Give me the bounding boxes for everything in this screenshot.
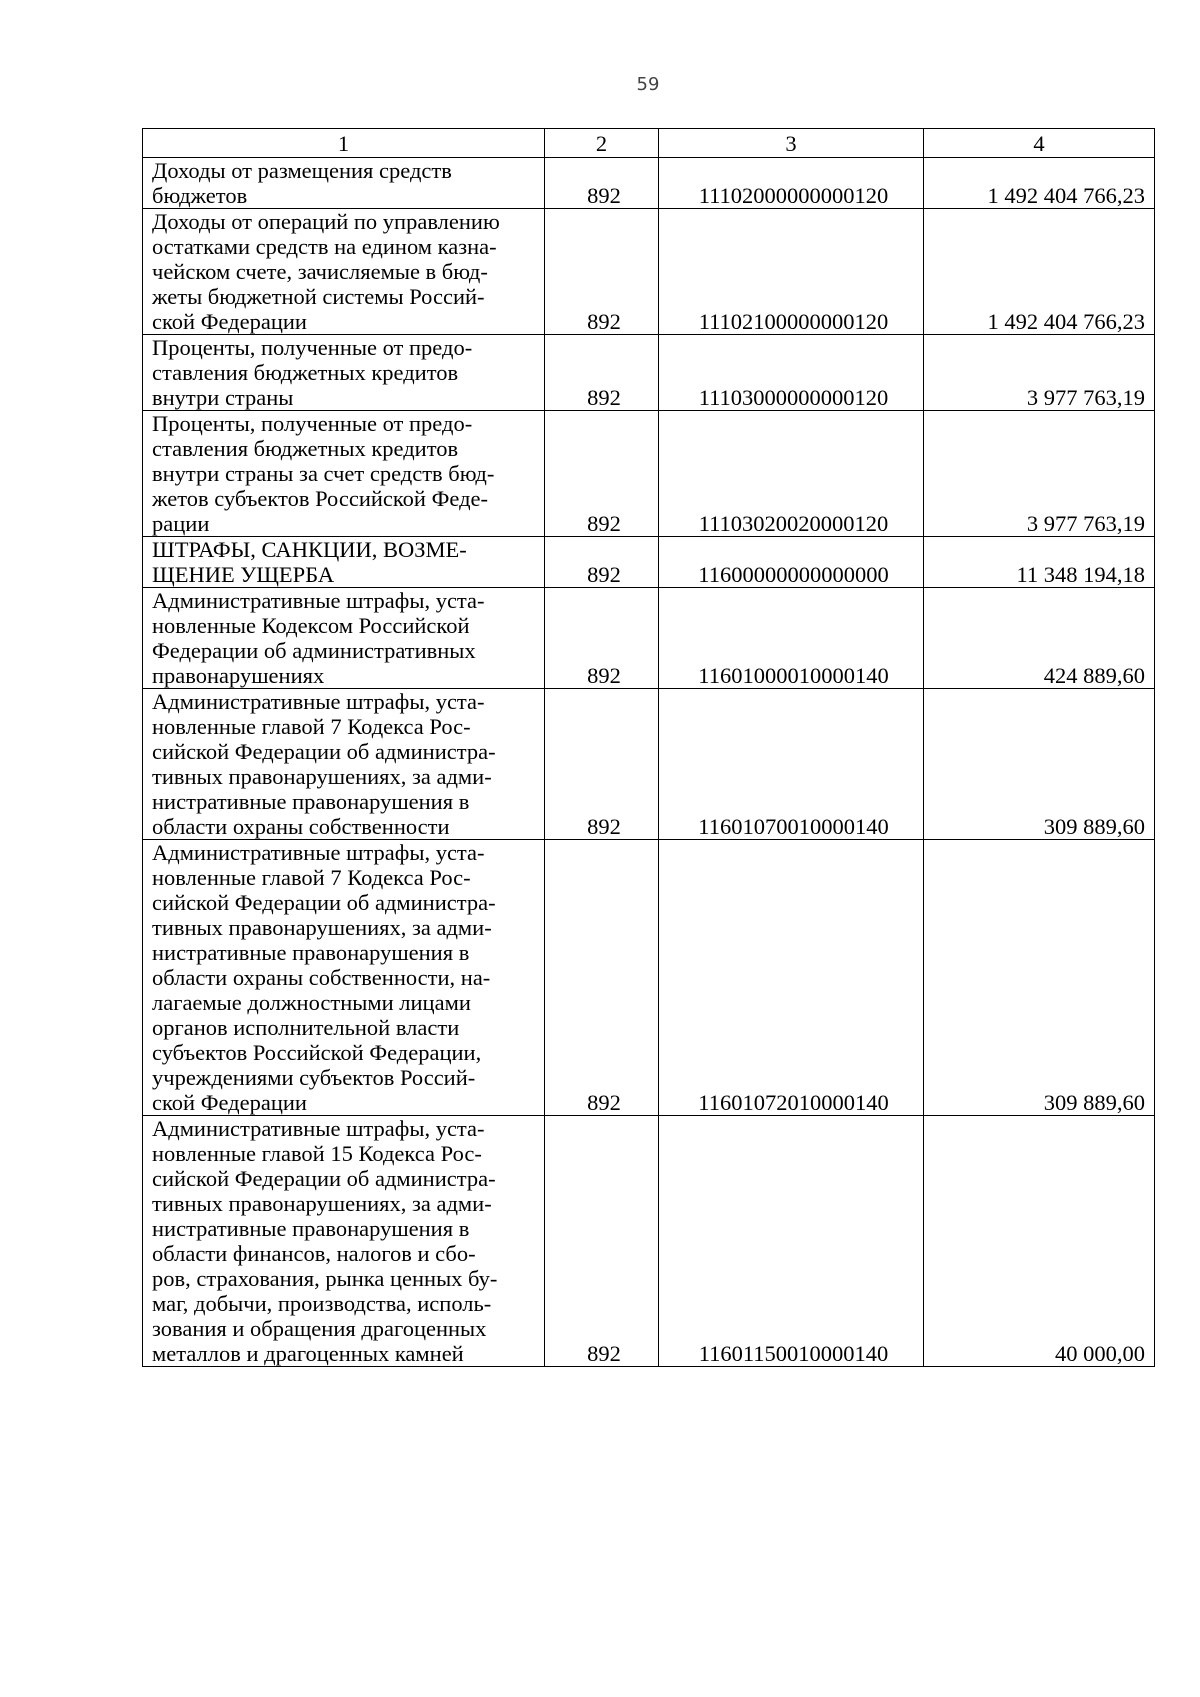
- header-col-1: 1: [143, 129, 545, 158]
- row-amount: 309 889,60: [924, 840, 1155, 1116]
- table-row: [143, 158, 1155, 209]
- row-amount: 1 492 404 766,23: [924, 158, 1155, 209]
- header-col-2: 2: [545, 129, 659, 158]
- row-classification-code: 11103000000000120: [659, 335, 924, 411]
- budget-revenue-table: [142, 128, 1155, 1367]
- row-name: ШТРАФЫ, САНКЦИИ, ВОЗМЕ- ЩЕНИЕ УЩЕРБА: [152, 537, 467, 587]
- row-classification-code: 11102100000000120: [659, 209, 924, 335]
- row-amount: 3 977 763,19: [924, 335, 1155, 411]
- row-classification-code: 11601070010000140: [659, 689, 924, 840]
- row-amount: 3 977 763,19: [924, 411, 1155, 537]
- row-admin-code: 892: [545, 411, 659, 537]
- page-number: 59: [636, 74, 660, 95]
- row-name-cell: [143, 335, 545, 411]
- row-name: Проценты, полученные от предо- ставления бюджетных кредитов внутри страны за счет средств бюд- жетов субъектов Российской Феде- рации: [152, 411, 495, 536]
- table-row: [143, 840, 1155, 1116]
- row-name: Административные штрафы, уста- новленные главой 7 Кодекса Рос- сийской Федерации об администра- тивных правонарушениях, за адми- нистративные правонарушения в области охраны собственности, на- лагаемые должностными лицами органов исполнительной власти субъектов Российской Федерации, учреждениями субъектов Россий- ской Федерации: [152, 840, 496, 1115]
- row-classification-code: 11600000000000000: [659, 537, 924, 588]
- row-name: Административные штрафы, уста- новленные Кодексом Российской Федерации об административных правонарушениях: [152, 588, 485, 688]
- table-row: [143, 1116, 1155, 1367]
- table-row: [143, 689, 1155, 840]
- row-classification-code: 11102000000000120: [659, 158, 924, 209]
- table-row: [143, 411, 1155, 537]
- row-name: Проценты, полученные от предо- ставления бюджетных кредитов внутри страны: [152, 335, 473, 410]
- row-admin-code: 892: [545, 158, 659, 209]
- row-amount: 11 348 194,18: [924, 537, 1155, 588]
- row-admin-code: 892: [545, 1116, 659, 1367]
- row-admin-code: 892: [545, 335, 659, 411]
- row-name-cell: [143, 588, 545, 689]
- row-name-cell: [143, 158, 545, 209]
- row-name: Административные штрафы, уста- новленные главой 15 Кодекса Рос- сийской Федерации об администра- тивных правонарушениях, за адми- нистративные правонарушения в области финансов, налогов и сбо- ров, страхования, рынка ценных бу- маг, добычи, производства, исполь- зования и обращения драгоценных металлов и драгоценных камней: [152, 1116, 498, 1366]
- row-classification-code: 11601072010000140: [659, 840, 924, 1116]
- header-col-3: 3: [659, 129, 924, 158]
- row-classification-code: 11601000010000140: [659, 588, 924, 689]
- row-admin-code: 892: [545, 840, 659, 1116]
- row-amount: 1 492 404 766,23: [924, 209, 1155, 335]
- row-name-cell: [143, 689, 545, 840]
- table-row: [143, 537, 1155, 588]
- row-name-cell: [143, 411, 545, 537]
- row-classification-code: 11601150010000140: [659, 1116, 924, 1367]
- header-row: [143, 129, 1155, 158]
- row-amount: 40 000,00: [924, 1116, 1155, 1367]
- row-name-cell: [143, 209, 545, 335]
- row-name-cell: [143, 840, 545, 1116]
- table-row: [143, 588, 1155, 689]
- table-body: [143, 129, 1155, 1367]
- header-col-4: 4: [924, 129, 1155, 158]
- row-name: Доходы от операций по управлению остатками средств на едином казна- чейском счете, зачисляемые в бюд- жеты бюджетной системы Россий- ской Федерации: [152, 209, 500, 334]
- row-name: Доходы от размещения средств бюджетов: [152, 158, 452, 208]
- row-name-cell: [143, 1116, 545, 1367]
- row-classification-code: 11103020020000120: [659, 411, 924, 537]
- table-row: [143, 209, 1155, 335]
- row-amount: 424 889,60: [924, 588, 1155, 689]
- row-admin-code: 892: [545, 537, 659, 588]
- row-name-cell: [143, 537, 545, 588]
- row-admin-code: 892: [545, 588, 659, 689]
- row-admin-code: 892: [545, 209, 659, 335]
- table-row: [143, 335, 1155, 411]
- row-admin-code: 892: [545, 689, 659, 840]
- row-name: Административные штрафы, уста- новленные главой 7 Кодекса Рос- сийской Федерации об администра- тивных правонарушениях, за адми- нистративные правонарушения в области охраны собственности: [152, 689, 496, 839]
- row-amount: 309 889,60: [924, 689, 1155, 840]
